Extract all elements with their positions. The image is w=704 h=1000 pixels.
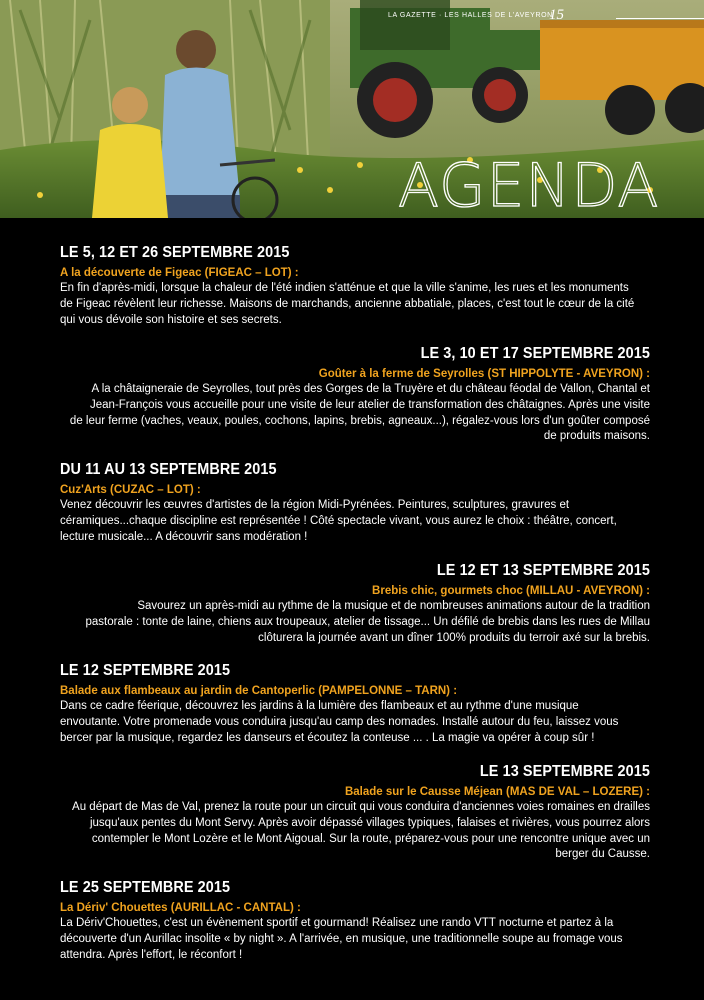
desc-line: attendra. Après l'effort, le réconfort ! xyxy=(60,948,243,961)
event-item xyxy=(60,562,650,646)
event-title: La Dériv' Chouettes (AURILLAC - CANTAL) : xyxy=(60,902,301,914)
event-title: Balade sur le Causse Méjean (MAS DE VAL – LOZERE) : xyxy=(344,786,650,798)
desc-line: lecture musicale... A découvrir sans modération ! xyxy=(60,530,308,543)
event-item xyxy=(60,345,650,445)
event-title: Brebis chic, gourmets choc (MILLAU - AVEYRON) : xyxy=(372,585,650,597)
event-description xyxy=(60,916,650,963)
event-date: LE 12 ET 13 SEPTEMBRE 2015 xyxy=(436,562,650,579)
event-title: Goûter à la ferme de Seyrolles (ST HIPPOLYTE - AVEYRON) : xyxy=(318,368,650,380)
desc-line: de leur ferme (vaches, veaux, poules, cochons, lapins, brebis, agneaux...), régalez-vous lors d'un goûter composé xyxy=(69,414,650,427)
event-date: LE 25 SEPTEMBRE 2015 xyxy=(60,879,231,896)
event-item xyxy=(60,244,650,328)
desc-line: Au départ de Mas de Val, prenez la route pour un circuit qui vous conduira d'anciennes voies romaines en drailles xyxy=(72,801,650,813)
event-date: LE 13 SEPTEMBRE 2015 xyxy=(479,763,650,780)
event-description xyxy=(60,382,650,445)
event-title: Balade aux flambeaux au jardin de Cantoperlic (PAMPELONNE – TARN) : xyxy=(60,685,458,697)
event-description xyxy=(60,498,650,545)
event-description xyxy=(60,599,650,646)
hero-photo xyxy=(0,0,704,218)
desc-line: envoutante. Votre promenade vous conduira jusqu'au camp des nomades. Installé autour du feu, laissez vous xyxy=(60,715,619,728)
desc-line: Jean-François vous accueille pour une visite de leur atelier de transformation des châtaignes. Après une visite xyxy=(90,398,650,411)
desc-line: Venez découvrir les œuvres d'artistes de la région Midi-Pyrénées. Peintures, sculptures, gravures et xyxy=(60,499,570,511)
desc-line: contempler le Mont Lozère et le Mont Aigoual. Sur la route, préparez-vous pour une rencontre unique avec un xyxy=(91,832,650,845)
desc-line: La Dériv'Chouettes, c'est un évènement sportif et gourmand! Réalisez une rando VTT nocturne et partez à la xyxy=(60,917,614,929)
desc-line: de produits maisons. xyxy=(543,430,650,443)
event-item xyxy=(60,879,650,963)
event-date: LE 3, 10 ET 17 SEPTEMBRE 2015 xyxy=(420,345,650,362)
desc-line: clôturera la journée avant un dîner 100% produits du terroir axé sur la brebis. xyxy=(258,631,650,644)
desc-line: qui vous dévoile son histoire et ses secrets. xyxy=(60,313,282,326)
event-title: Cuz'Arts (CUZAC – LOT) : xyxy=(60,484,201,496)
desc-line: En fin d'après-midi, lorsque la chaleur de l'été indien s'atténue et que la ville s'anime, les rues et les monuments xyxy=(60,282,629,294)
desc-line: céramiques...chaque discipline est représentée ! Côté spectacle vivant, vous aurez le choix : théâtre, concert, xyxy=(60,514,617,527)
event-item xyxy=(60,662,650,746)
event-date: LE 12 SEPTEMBRE 2015 xyxy=(60,662,231,679)
header-rule xyxy=(616,18,704,19)
desc-line: bercer par la musique, regardez les danseurs et écoutez la conteuse ... . La magie va opérer à coup sûr ! xyxy=(60,731,595,744)
desc-line: de Figeac révèlent leur richesse. Maisons de marchands, ancienne abbatiale, places, c'est tout le cœur de la cité xyxy=(60,297,635,310)
desc-line: Dans ce cadre féerique, découvrez les jardins à la lumière des flambeaux et au rythme d'une musique xyxy=(60,700,579,712)
event-item xyxy=(60,461,650,545)
event-description xyxy=(60,800,650,863)
desc-line: A la châtaigneraie de Seyrolles, tout près des Gorges de la Truyère et du château féodal de Vallon, Chantal et xyxy=(91,383,650,395)
event-description xyxy=(60,281,650,328)
desc-line: jusqu'aux pentes du Mont Servy. Après avoir dépassé villages typiques, falaises et rivières, vous pourrez alors xyxy=(89,816,650,829)
desc-line: Savourez un après-midi au rythme de la musique et de nombreuses animations autour de la tradition xyxy=(137,600,650,612)
desc-line: berger du Causse. xyxy=(555,848,650,861)
desc-line: découverte d'un Aurillac insolite « by night ». A l'arrivée, en musique, une traditionnelle soupe au fromage vous xyxy=(60,932,623,945)
event-date: DU 11 AU 13 SEPTEMBRE 2015 xyxy=(60,461,277,478)
event-date: LE 5, 12 ET 26 SEPTEMBRE 2015 xyxy=(60,244,290,261)
page-number: 15 xyxy=(549,7,564,23)
running-head: LA GAZETTE · LES HALLES DE L'AVEYRON xyxy=(388,12,553,19)
page-title: AGENDA xyxy=(398,151,660,218)
event-title: A la découverte de Figeac (FIGEAC – LOT) : xyxy=(60,267,299,279)
event-item xyxy=(60,763,650,863)
desc-line: pastorale : tonte de laine, chiens aux troupeaux, atelier de tissage... Un défilé de brebis dans les rues de Millau xyxy=(85,615,650,628)
event-description xyxy=(60,699,650,746)
